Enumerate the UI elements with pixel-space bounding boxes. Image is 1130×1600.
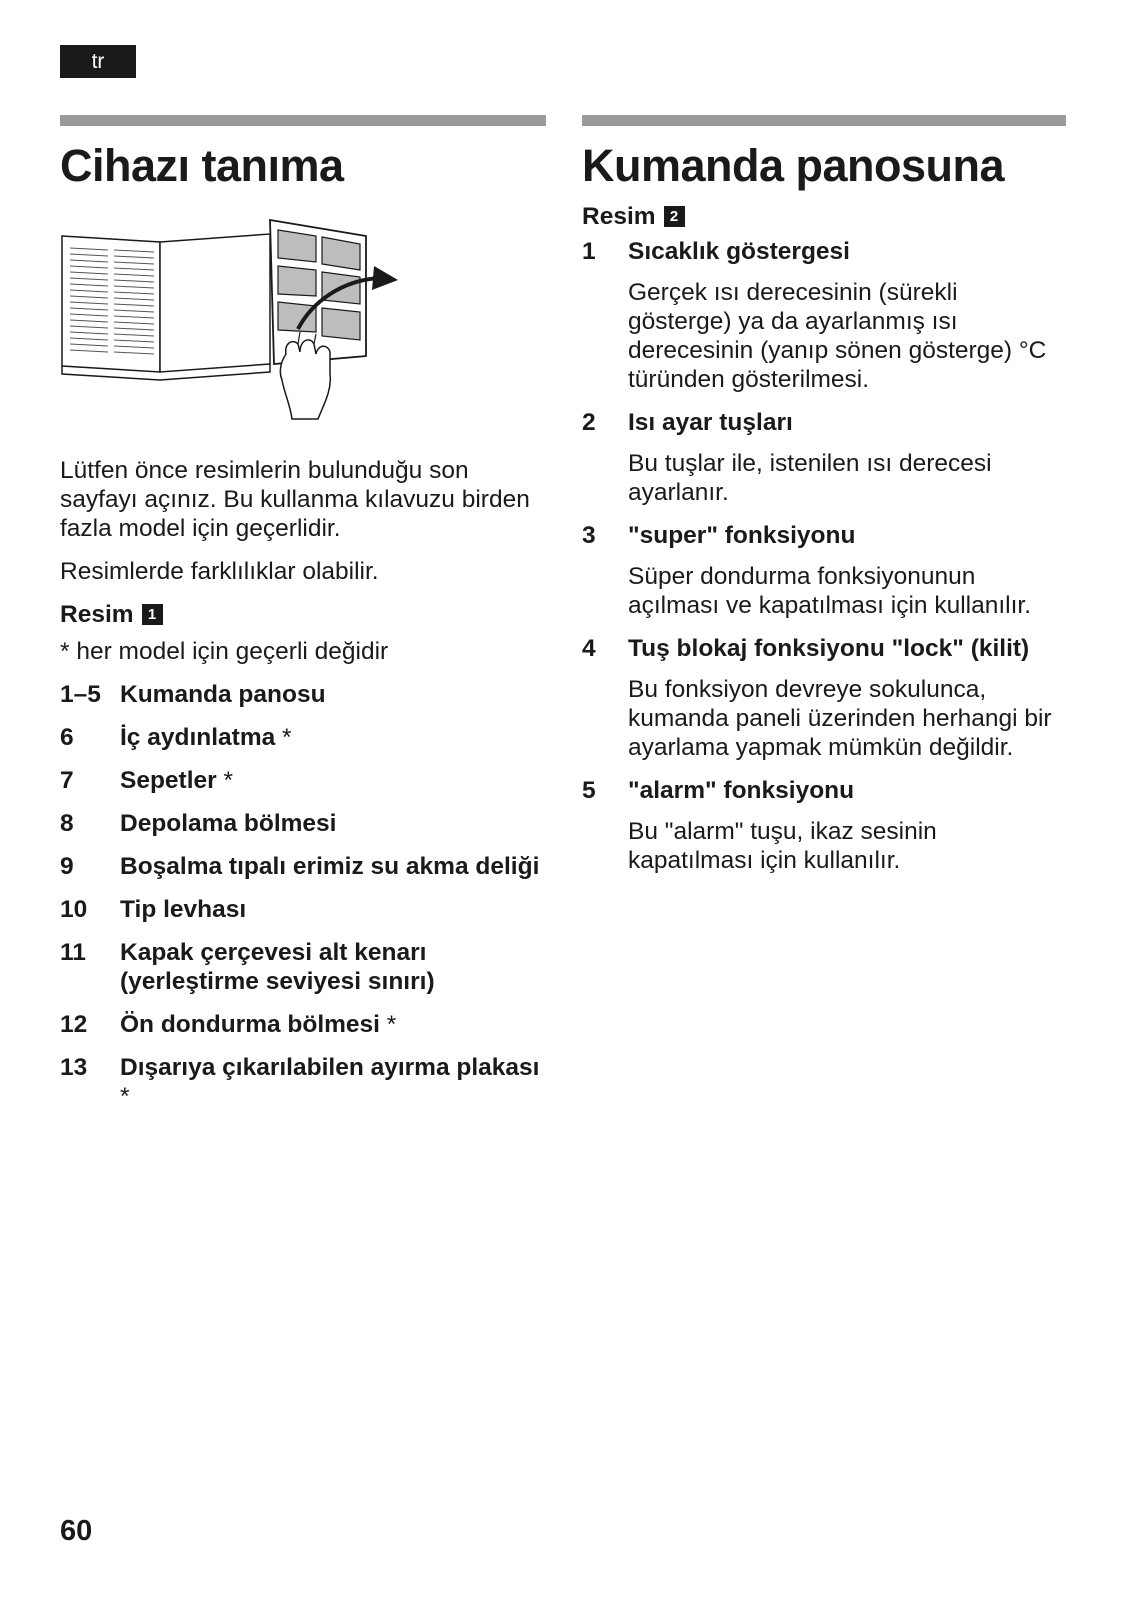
control-item-number: 2 (582, 409, 596, 436)
list-item-text: Depolama bölmesi (120, 810, 337, 837)
list-item-text-wrap (120, 852, 546, 881)
language-tab: tr (60, 45, 136, 78)
list-item-text: Dışarıya çıkarılabilen ayırma plakası (120, 1054, 540, 1081)
control-item-heading (582, 634, 1066, 663)
list-item-number: 7 (60, 767, 74, 794)
list-item-number: 8 (60, 810, 74, 837)
list-item-text-wrap (120, 938, 546, 996)
control-item-heading (582, 237, 1066, 266)
list-item-number: 12 (60, 1011, 88, 1038)
control-item (582, 776, 1066, 875)
left-column (60, 138, 546, 1125)
list-item-text: Kapak çerçevesi alt kenarı (yerleştirme seviyesi sınırı) (120, 939, 435, 995)
list-item-text-wrap (120, 766, 546, 795)
control-item-number: 5 (582, 777, 596, 804)
right-header-rule (582, 115, 1066, 126)
list-item-text-wrap (120, 809, 546, 838)
list-item-number: 13 (60, 1054, 88, 1081)
list-item (60, 1053, 546, 1111)
control-item-title: "alarm" fonksiyonu (628, 777, 855, 804)
control-item (582, 521, 1066, 620)
component-list (60, 680, 546, 1111)
control-item-description: Bu "alarm" tuşu, ikaz sesinin kapatılması için kullanılır. (628, 818, 937, 874)
control-item-description: Bu fonksiyon devreye sokulunca, kumanda paneli üzerinden herhangi bir ayarlama yapmak mümkün değildir. (628, 676, 1052, 761)
control-item-title: Sıcaklık göstergesi (628, 238, 850, 265)
control-item-title: "super" fonksiyonu (628, 522, 856, 549)
control-item-number: 1 (582, 238, 596, 265)
figure-reference (60, 600, 546, 629)
control-item-description: Bu tuşlar ile, istenilen ısı derecesi ayarlanır. (628, 450, 992, 506)
list-item-text-wrap (120, 1010, 546, 1039)
control-item-heading (582, 408, 1066, 437)
list-item-text: Ön dondurma bölmesi (120, 1011, 380, 1038)
right-column (582, 138, 1066, 889)
figure-number-badge: 1 (142, 604, 163, 625)
control-item-title: Isı ayar tuşları (628, 409, 793, 436)
list-item-text: İç aydınlatma (120, 724, 276, 751)
control-item-number: 3 (582, 522, 596, 549)
figure-reference-label: Resim (60, 601, 134, 628)
figure-number-badge: 2 (664, 206, 685, 227)
control-item-description: Süper dondurma fonksiyonunun açılması ve kapatılması için kullanılır. (628, 563, 1032, 619)
control-panel-list (582, 237, 1066, 875)
open-manual-illustration (60, 214, 420, 429)
control-item (582, 237, 1066, 394)
figure-reference-label: Resim (582, 203, 656, 230)
list-item-asterisk: * (216, 767, 234, 794)
list-item-text: Boşalma tıpalı erimiz su akma deliği (120, 853, 540, 880)
list-item-text-wrap (120, 1053, 546, 1111)
control-item (582, 634, 1066, 762)
left-section-title: Cihazı tanıma (60, 140, 344, 191)
right-section-title: Kumanda panosuna (582, 140, 1005, 191)
list-item (60, 895, 546, 924)
list-item (60, 1010, 546, 1039)
control-item-number: 4 (582, 635, 596, 662)
list-item-number: 11 (60, 939, 86, 966)
list-item-number: 6 (60, 724, 74, 751)
control-item (582, 408, 1066, 507)
control-item-heading (582, 521, 1066, 550)
list-item-number: 9 (60, 853, 74, 880)
list-item-asterisk: * (275, 724, 292, 751)
list-item (60, 852, 546, 881)
page-number: 60 (60, 1515, 93, 1547)
list-item-text: Kumanda panosu (120, 681, 326, 708)
list-item-text-wrap (120, 680, 546, 709)
control-item-heading (582, 776, 1066, 805)
list-item-asterisk: * (380, 1011, 397, 1038)
list-item-text-wrap (120, 723, 546, 752)
asterisk-note: * her model için geçerli değidir (60, 638, 389, 665)
control-item-description: Gerçek ısı derecesinin (sürekli gösterge) ya da ayarlanmış ısı derecesinin (yanıp sönen gösterge) °C türünden gösterilmesi. (628, 279, 1047, 393)
list-item-text: Tip levhası (120, 896, 247, 923)
differences-note: Resimlerde farklılıklar olabilir. (60, 558, 379, 585)
list-item-text-wrap (120, 895, 546, 924)
list-item-asterisk: * (120, 1083, 130, 1110)
list-item (60, 766, 546, 795)
list-item (60, 723, 546, 752)
list-item-number: 1–5 (60, 681, 101, 708)
control-item-title: Tuş blokaj fonksiyonu "lock" (kilit) (628, 635, 1030, 662)
list-item (60, 809, 546, 838)
figure-reference (582, 202, 1066, 231)
list-item-text: Sepetler (120, 767, 217, 794)
list-item-number: 10 (60, 896, 88, 923)
intro-paragraph: Lütfen önce resimlerin bulunduğu son sayfayı açınız. Bu kullanma kılavuzu birden fazla model için geçerlidir. (60, 457, 530, 542)
list-item (60, 680, 546, 709)
left-header-rule (60, 115, 546, 126)
list-item (60, 938, 546, 996)
